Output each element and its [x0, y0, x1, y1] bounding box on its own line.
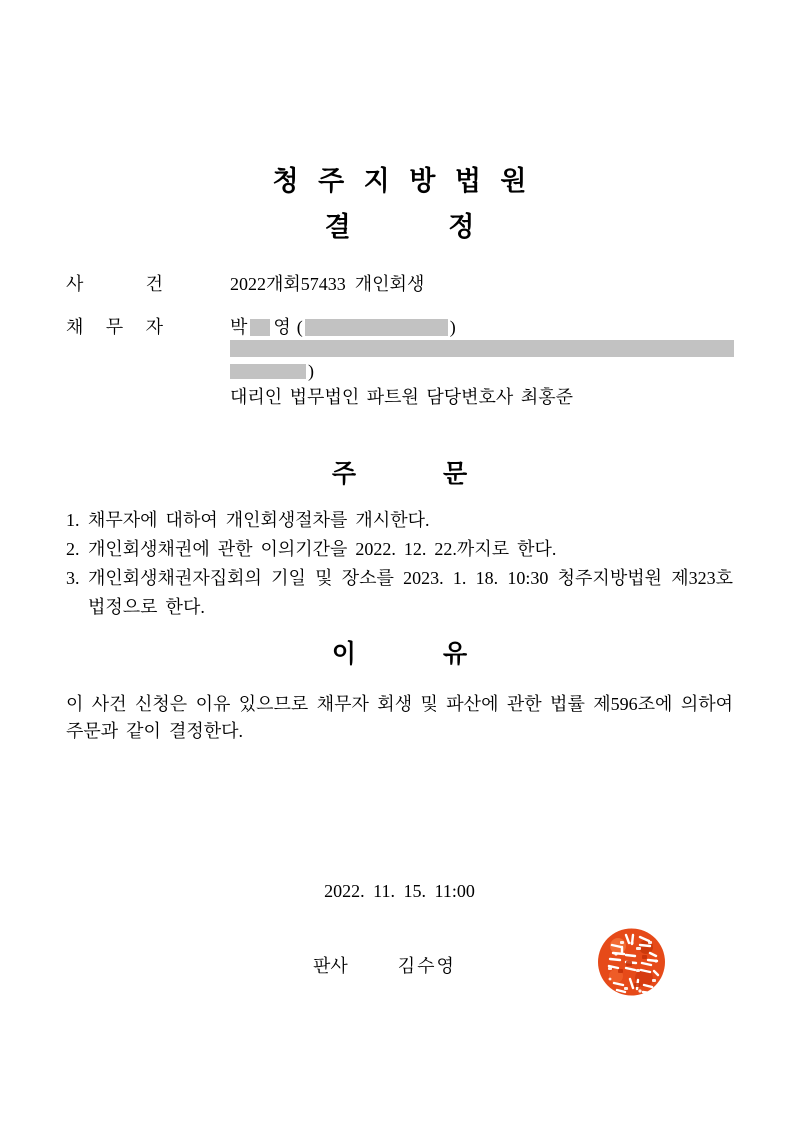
paren-close-2: ): [308, 361, 314, 381]
order-item-number: 2.: [66, 539, 80, 559]
order-item-text: 개인회생채권에 관한 이의기간을 2022. 12. 22.까지로 한다.: [88, 539, 557, 559]
judge-seal-stamp: [596, 921, 668, 1003]
document-type-title: 결 정: [324, 212, 520, 242]
redacted-address-bar: [230, 340, 734, 357]
debtor-name-first: 박: [230, 317, 248, 337]
decision-datetime: 2022. 11. 15. 11:00: [324, 881, 475, 901]
debtor-row: [66, 315, 733, 409]
debtor-name-last: 영: [273, 317, 291, 337]
representative-line: 대리인 법무법인 파트원 담당변호사 최홍준: [230, 387, 573, 407]
paren-close: ): [449, 317, 456, 337]
order-item-text: 채무자에 대하여 개인회생절차를 개시한다.: [88, 510, 430, 530]
order-item: [66, 535, 733, 564]
order-item: [66, 564, 733, 622]
case-number-value: 2022개회57433 개인회생: [230, 274, 425, 294]
paren-open: (: [296, 317, 303, 337]
case-number-row: [66, 272, 733, 296]
debtor-details: [230, 315, 734, 409]
reason-heading: 이 유: [331, 640, 508, 668]
redacted-resident-id: [305, 319, 448, 336]
reason-paragraph: 이 사건 신청은 이유 있으므로 채무자 회생 및 파산에 관한 법률 제596조에 의하여 주문과 같이 결정한다.: [66, 694, 733, 741]
redacted-small-box: [230, 364, 306, 379]
redacted-continuation-line: [230, 361, 734, 381]
order-list: [66, 506, 733, 622]
order-item: [66, 506, 733, 535]
order-item-number: 1.: [66, 510, 80, 530]
judge-title: 판사: [313, 956, 348, 976]
case-number-label: 사 건: [66, 274, 163, 294]
order-item-number: 3.: [66, 568, 80, 588]
judge-name: 김수영: [397, 956, 456, 976]
redacted-name-character: [250, 319, 270, 336]
order-item-text: 개인회생채권자집회의 기일 및 장소를 2023. 1. 18. 10:30 청주지방법원 제323호 법정으로 한다.: [88, 568, 733, 617]
order-heading: 주 문: [331, 460, 508, 488]
debtor-label: 채 무 자: [66, 317, 163, 337]
debtor-name-line: [230, 315, 734, 339]
court-name: 청 주 지 방 법 원: [272, 166, 533, 196]
